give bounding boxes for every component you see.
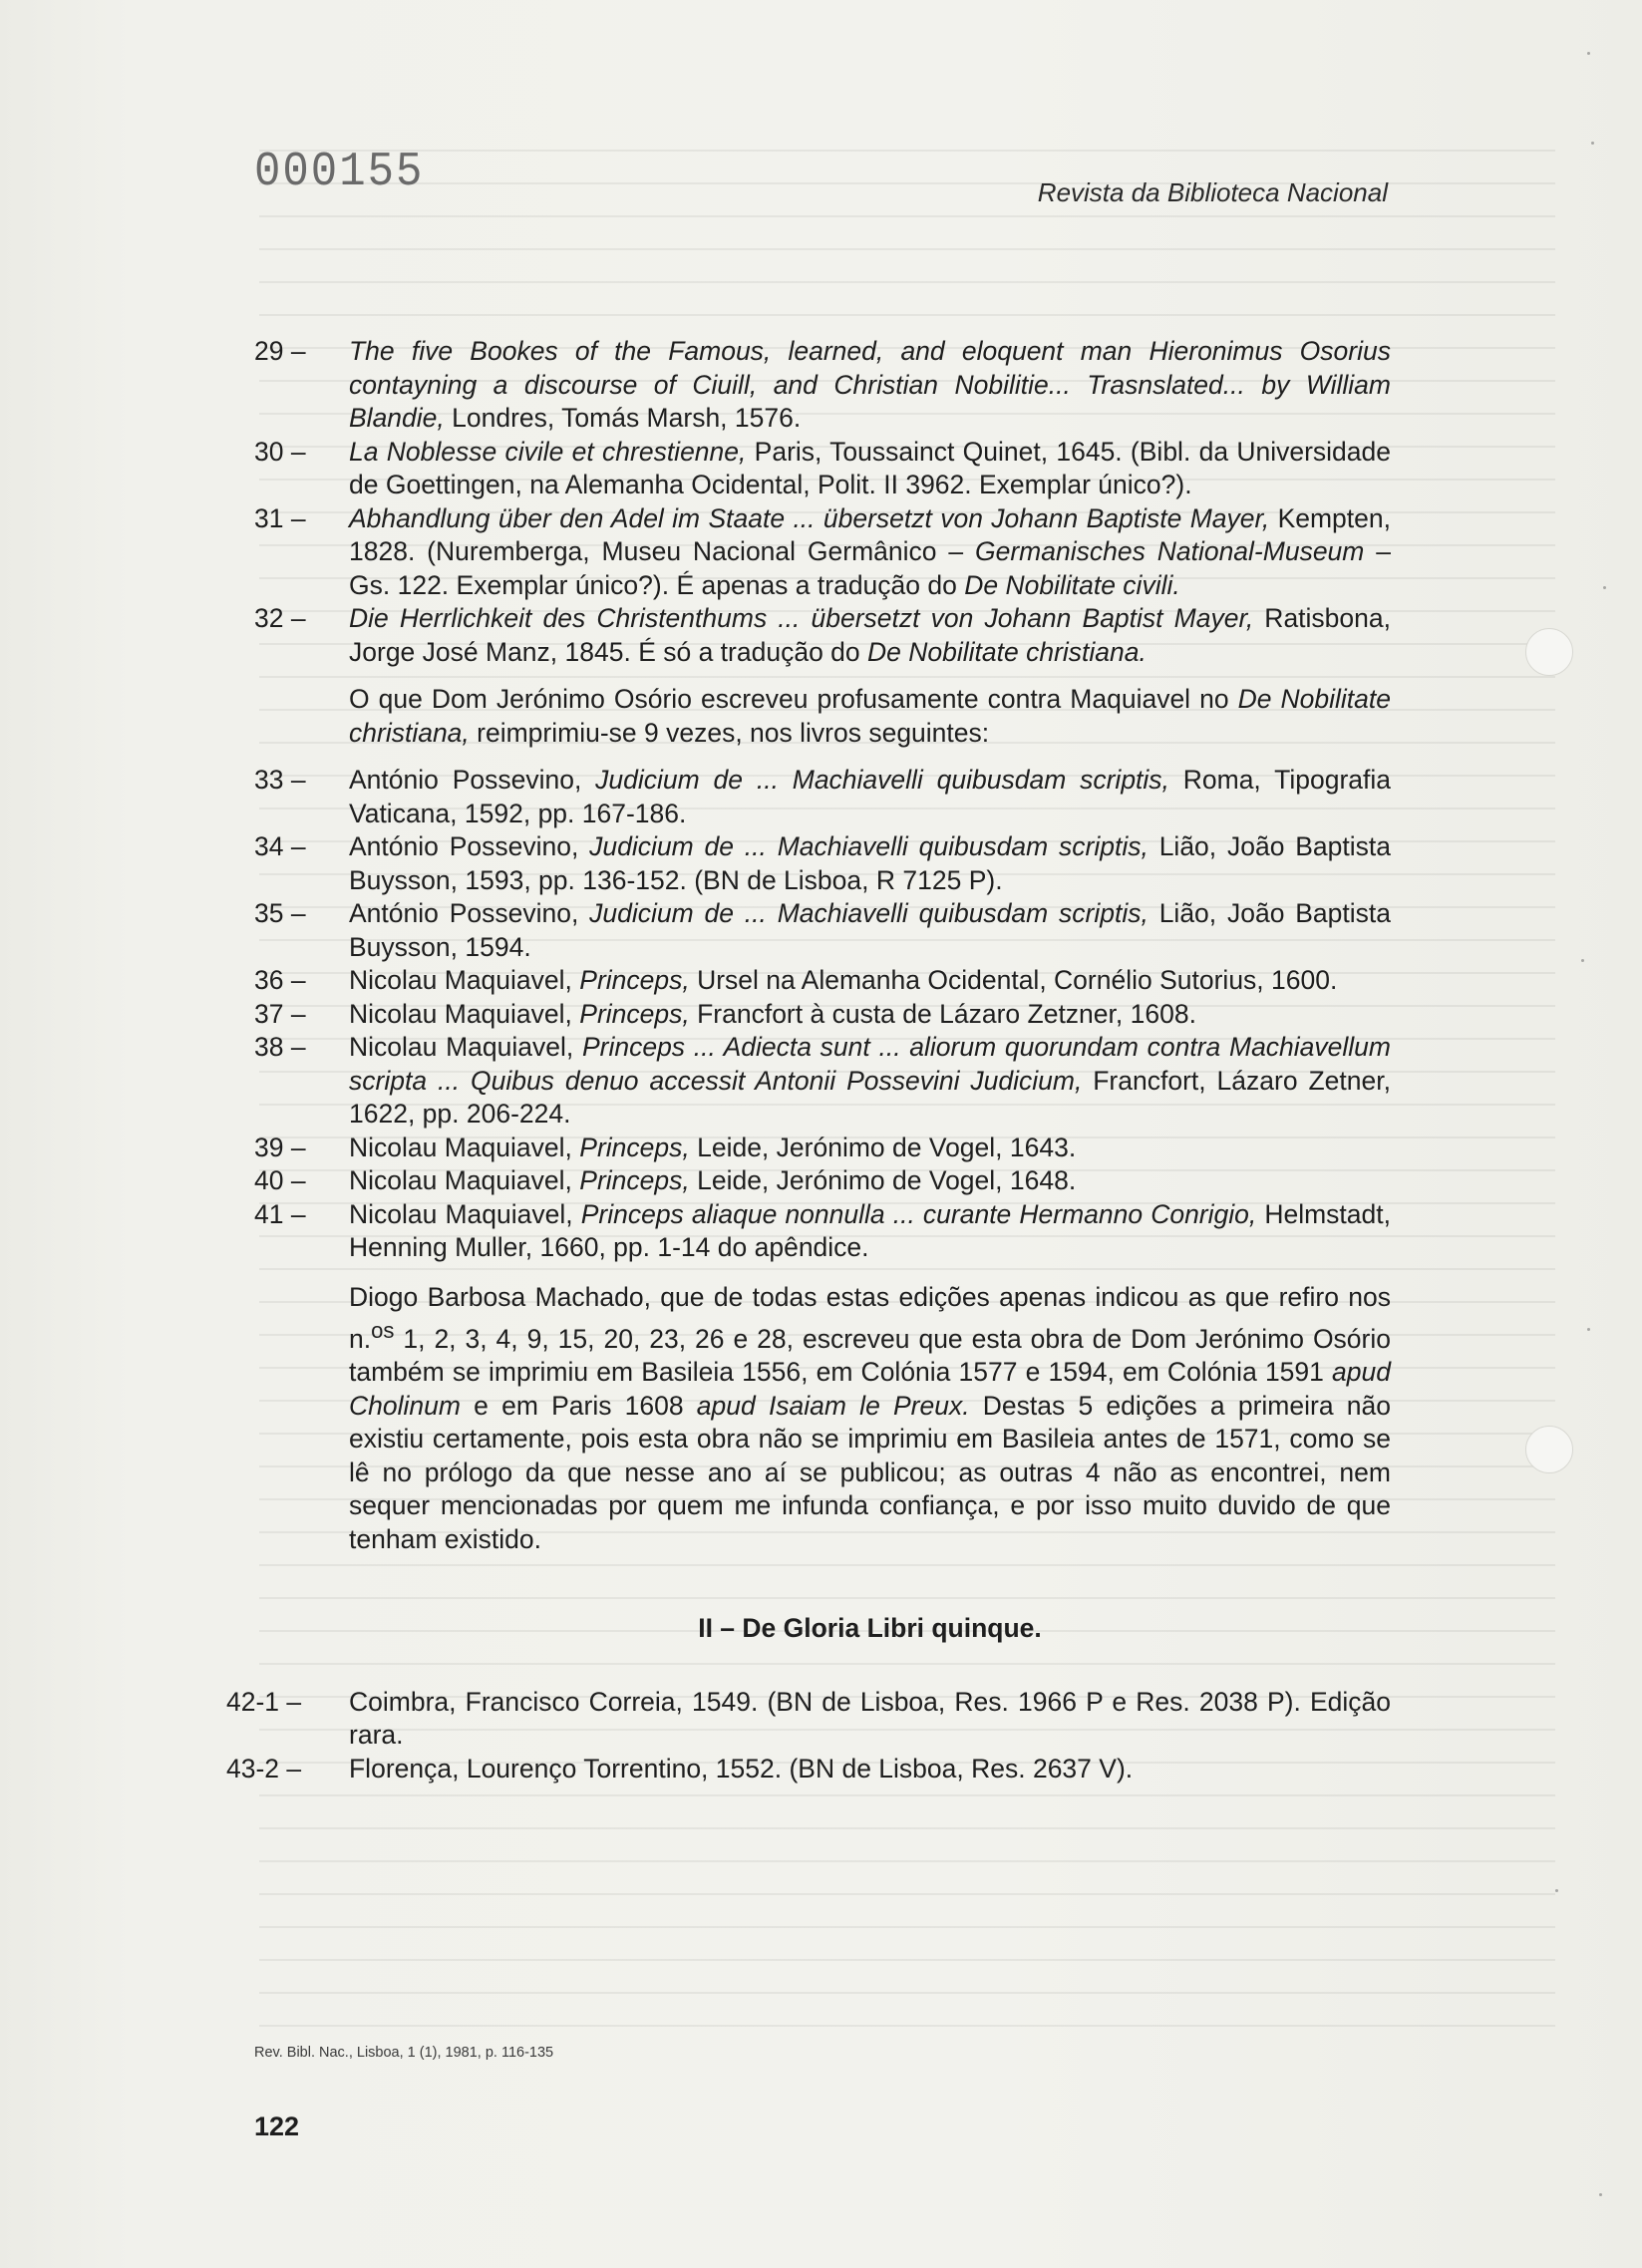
entry-text: Nicolau Maquiavel, Princeps, Leide, Jerónimo de Vogel, 1643.: [349, 1132, 1077, 1162]
entry-list-de-gloria: [226, 1686, 1391, 1786]
entry-42: [226, 1686, 1391, 1753]
entry-text: Die Herrlichkeit des Christenthums ... übersetzt von Johann Baptist Mayer, Ratisbona, Jorge José Manz, 1845. É só a tradução do De Nobilitate christiana.: [349, 603, 1391, 667]
entry-text: Abhandlung über den Adel im Staate ... übersetzt von Johann Baptiste Mayer, Kempten, 1828. (Nuremberga, Museu Nacional Germânico – Germanisches National-Museum – Gs. 122. Exemplar único?). É apenas a tradução do De Nobilitate civili.: [349, 502, 1391, 600]
entry-number: 38 –: [254, 1032, 306, 1062]
body-text: [226, 335, 1391, 1785]
entry-number: 31 –: [254, 502, 306, 533]
entry-39: [254, 1132, 1391, 1165]
punch-hole-bottom: [1525, 1426, 1573, 1473]
entry-text: António Possevino, Judicium de ... Machiavelli quibusdam scriptis, Roma, Tipografia Vaticana, 1592, pp. 167-186.: [349, 765, 1391, 828]
entry-number: 40 –: [254, 1165, 306, 1195]
speck: [1603, 586, 1606, 589]
speck: [1587, 52, 1590, 55]
entry-number: 41 –: [254, 1198, 306, 1229]
entry-text: The five Bookes of the Famous, learned, and eloquent man Hieronimus Osorius contayning a discourse of Ciuill, and Christian Nobilitie... Trasnslated... by William Blandie, Londres, Tomás Marsh, 1576.: [349, 336, 1391, 433]
entry-list-machiavelli: [254, 764, 1391, 1265]
entry-text: Nicolau Maquiavel, Princeps, Leide, Jerónimo de Vogel, 1648.: [349, 1165, 1077, 1195]
speck: [1581, 959, 1584, 962]
speck: [1591, 142, 1594, 145]
entry-text: Nicolau Maquiavel, Princeps, Ursel na Alemanha Ocidental, Cornélio Sutorius, 1600.: [349, 965, 1338, 995]
entry-36: [254, 964, 1391, 998]
entry-text: António Possevino, Judicium de ... Machiavelli quibusdam scriptis, Lião, João Baptista Buysson, 1594.: [349, 898, 1391, 962]
entry-35: [254, 897, 1391, 964]
entry-38: [254, 1031, 1391, 1132]
speck: [1599, 2193, 1602, 2196]
entry-37: [254, 998, 1391, 1032]
entry-41: [254, 1198, 1391, 1265]
punch-hole-top: [1525, 628, 1573, 676]
entry-33: [254, 764, 1391, 830]
entry-number: 43-2 –: [226, 1753, 302, 1783]
entry-text: Nicolau Maquiavel, Princeps, Francfort à custa de Lázaro Zetzner, 1608.: [349, 998, 1196, 1029]
entry-list-translations: [254, 335, 1391, 669]
paragraph-barbosa-machado: Diogo Barbosa Machado, que de todas estas edições apenas indicou as que refiro nos n.$^{os}$ 1, 2, 3, 4, 9, 15, 20, 23, 26 e 28, escreveu que esta obra de Dom Jerónimo Osório também se imprimiu em Basileia 1556, em Colónia 1577 e 1594, em Colónia 1591 apud Cholinum e em Paris 1608 apud Isaiam le Preux. Destas 5 edições a primeira não existiu certamente, pois esta obra não se imprimiu em Basileia antes de 1571, como se lê no prólogo da que nesse ano aí se publicou; as outras 4 não as encontrei, nem sequer mencionadas por quem me infunda confiança, e por isso muito duvido de que tenham existido.: [349, 1281, 1391, 1554]
speck: [1587, 1328, 1590, 1331]
entry-number: 30 –: [254, 436, 306, 467]
entry-text: António Possevino, Judicium de ... Machiavelli quibusdam scriptis, Lião, João Baptista Buysson, 1593, pp. 136-152. (BN de Lisboa, R 7125 P).: [349, 831, 1391, 895]
entry-31: [254, 502, 1391, 603]
entry-text: Nicolau Maquiavel, Princeps aliaque nonnulla ... curante Hermanno Conrigio, Helmstadt, Henning Muller, 1660, pp. 1-14 do apêndice.: [349, 1198, 1391, 1262]
entry-text: Nicolau Maquiavel, Princeps ... Adiecta sunt ... aliorum quorundam contra Machiavellum scripta ... Quibus denuo accessit Antonii Possevini Judicium, Francfort, Lázaro Zetner, 1622, pp. 206-224.: [349, 1032, 1391, 1129]
entry-29: [254, 335, 1391, 436]
entry-number: 29 –: [254, 336, 306, 366]
entry-text: Florença, Lourenço Torrentino, 1552. (BN de Lisboa, Res. 2637 V).: [349, 1753, 1134, 1783]
entry-text: La Noblesse civile et chrestienne, Paris, Toussainct Quinet, 1645. (Bibl. da Universidade de Goettingen, na Alemanha Ocidental, Polit. II 3962. Exemplar único?).: [349, 436, 1391, 499]
entry-30: [254, 436, 1391, 502]
entry-34: [254, 830, 1391, 897]
entry-number: 33 –: [254, 765, 306, 795]
page-number: 122: [254, 2111, 300, 2141]
accession-stamp: 000155: [254, 145, 425, 200]
paragraph-machiavelli-intro: O que Dom Jerónimo Osório escreveu profusamente contra Maquiavel no De Nobilitate christiana, reimprimiu-se 9 vezes, nos livros seguintes:: [349, 684, 1391, 748]
section-heading: II – De Gloria Libri quinque.: [698, 1613, 1042, 1644]
entry-32: [254, 602, 1391, 669]
entry-number: 39 –: [254, 1132, 306, 1162]
entry-number: 37 –: [254, 998, 306, 1029]
entry-number: 34 –: [254, 831, 306, 861]
journal-citation: Rev. Bibl. Nac., Lisboa, 1 (1), 1981, p. 116-135: [254, 2045, 554, 2061]
entry-43: [226, 1753, 1391, 1786]
entry-number: 42-1 –: [226, 1686, 302, 1717]
running-head: Revista da Biblioteca Nacional: [1037, 177, 1388, 207]
entry-text: Coimbra, Francisco Correia, 1549. (BN de Lisboa, Res. 1966 P e Res. 2038 P). Edição rara.: [349, 1686, 1391, 1751]
entry-number: 32 –: [254, 603, 306, 633]
entry-number: 36 –: [254, 965, 306, 995]
entry-40: [254, 1164, 1391, 1198]
speck: [1555, 1889, 1558, 1892]
entry-number: 35 –: [254, 898, 306, 928]
